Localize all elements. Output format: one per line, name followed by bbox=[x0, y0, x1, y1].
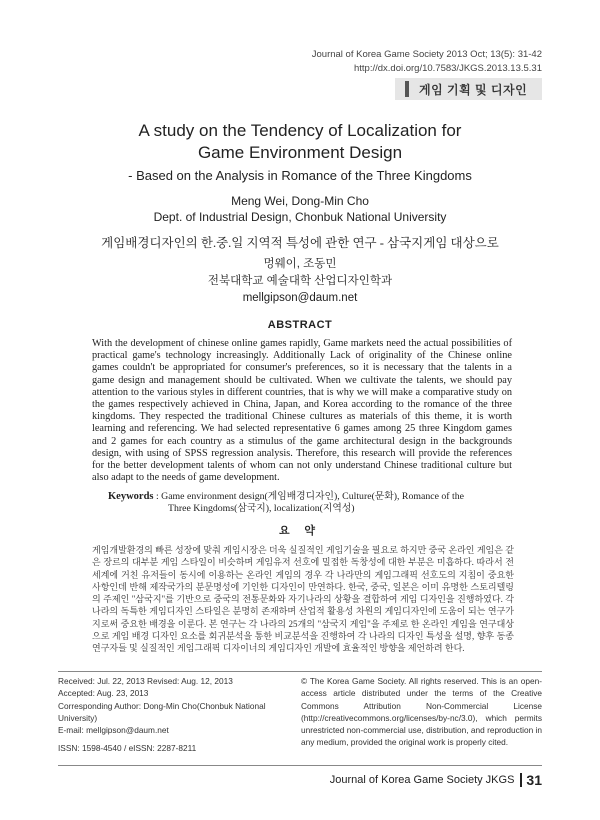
corresponding-email[interactable]: E-mail: mellgipson@daum.net bbox=[58, 725, 169, 736]
title-korean: 게임배경디자인의 한.중.일 지역적 특성에 관한 연구 - 삼국지게임 대상으로 bbox=[101, 236, 499, 250]
doi-link[interactable]: http://dx.doi.org/10.7583/JKGS.2013.13.5.31 bbox=[353, 63, 542, 74]
corresponding-author: Corresponding Author: Dong-Min Cho(Chonbuk National University) bbox=[58, 700, 266, 723]
paper-subtitle: - Based on the Analysis in Romance of the Three Kingdoms bbox=[128, 168, 472, 183]
received-dates: Received: Jul. 22, 2013 Revised: Aug. 12, 2013 bbox=[58, 676, 233, 686]
affiliation-english: Dept. of Industrial Design, Chonbuk National University bbox=[153, 210, 447, 224]
license-notice: © The Korea Game Society. All rights reserved. This is an open-access article distributed under the terms of the Creative Commons Attribution Non-Commercial License (http://creativecommons.org/licenses/by-nc/3.0), which permits unrestricted non-commercial use, distribution, and reproduction in any medium, provided the original work is properly cited. bbox=[301, 676, 542, 748]
abstract-heading: ABSTRACT bbox=[267, 319, 333, 331]
keywords-line-2: Three Kingdoms(삼국지), localization(지역성) bbox=[168, 503, 355, 514]
article-meta bbox=[58, 675, 288, 755]
title-line-2: Game Environment Design bbox=[197, 143, 403, 162]
section-tag-label: 게임 기획 및 디자인 bbox=[419, 83, 528, 97]
keywords-line-1: : Game environment design(게임배경디자인), Culture(문화), Romance of the bbox=[155, 491, 464, 502]
korean-abstract-heading: 요 약 bbox=[278, 525, 321, 537]
accepted-date: Accepted: Aug. 23, 2013 bbox=[58, 688, 149, 699]
keywords bbox=[108, 491, 508, 515]
abstract-body: With the development of chinese online games rapidly, Game markets need the actual possibilities of practical game's technology increasingly. Additionally Lack of originality of the Chinese online games couldn't be appropriated for consumer's preferences, so it is necessary that the talents in a game design and management should be cultivated. When we cultivate the talents, we should pay attention to the various styles in different countries, that is why we will make a comparative study on the games respectively achieved in China, Japan, and Korea according to the romance of the three kingdoms. They respected the traditional Chinese cultures as materials of this theme, it is worth learning and referencing. We had selected representative 6 games among 25 three Kingdom games and 2 games for each country as a stimulus of the game architectural design in the backgrounds design, with using of SPSS regression analysis. Therefore, this research will provide the references for the better development talents of whom can not only understand Chinese traditional culture but also adapt to the needs of game development. bbox=[92, 338, 512, 484]
keywords-label: Keywords bbox=[108, 491, 154, 502]
footer-journal: Journal of Korea Game Society JKGS bbox=[329, 774, 515, 786]
paper-title bbox=[0, 120, 600, 186]
divider bbox=[58, 671, 542, 672]
author-email[interactable]: mellgipson@daum.net bbox=[242, 292, 358, 304]
affiliation-korean: 전북대학교 예술대학 산업디자인학과 bbox=[207, 275, 393, 287]
page-number: 31 bbox=[526, 772, 542, 788]
running-footer bbox=[330, 772, 542, 788]
journal-citation-line: Journal of Korea Game Society 2013 Oct; 13(5): 31-42 bbox=[311, 49, 542, 60]
journal-citation bbox=[312, 48, 542, 76]
authors-korean: 멍웨이, 조동민 bbox=[263, 258, 337, 270]
issn: ISSN: 1598-4540 / eISSN: 2287-8211 bbox=[58, 743, 197, 754]
footer-separator bbox=[520, 773, 522, 787]
title-line-1: A study on the Tendency of Localization for bbox=[138, 121, 462, 140]
section-tag-bar bbox=[405, 81, 409, 97]
authors-english: Meng Wei, Dong-Min Cho bbox=[231, 194, 369, 208]
korean-abstract-body: 게임개발환경의 빠른 성장에 맞춰 게임시장은 더욱 실질적인 게임기술을 필요로 하지만 중국 온라인 게임은 같은 장르의 대부분 게임 스타일이 비슷하며 게임유저 선호에 밀접한 독창성에 대한 부분은 미흡하다. 따라서 전 세계에 거친 유저들이 동시에 이용하는 온라인 게임의 경우 각 나라만의 게임그래픽 선호도의 지침이 중요한 사항인데 반해 제작국가의 분문명성에 기인한 디자인이 만연하다. 한국, 중국, 일본은 이미 유명한 스토리텔링의 주제인 "삼국지"를 기반으로 중국의 전통문화와 자기나라의 상황을 결합하여 게임 디자인을 진행하였다. 각 나라의 독특한 게임디자인 스타일은 분명히 존재하며 산업적 활용성 차원의 게임디자인에 도움이 되는 연구가 지로써 중요한 배경을 이룬다. 본 연구는 각 나라의 25개의 "삼국지 게임"을 주제로 한 온라인 게임을 연구대상으로 게임 배경 디자인 요소를 회귀분석을 통한 비교분석을 진행하여 각 나라의 디자인 특성을 설명, 향후 동종연구자들 및 실질적인 게임그래픽 디자이너의 게임디자인 개발에 효율적인 방향을 제언하려 한다. bbox=[92, 545, 514, 654]
section-tag bbox=[395, 78, 542, 100]
footer-divider bbox=[58, 765, 542, 766]
